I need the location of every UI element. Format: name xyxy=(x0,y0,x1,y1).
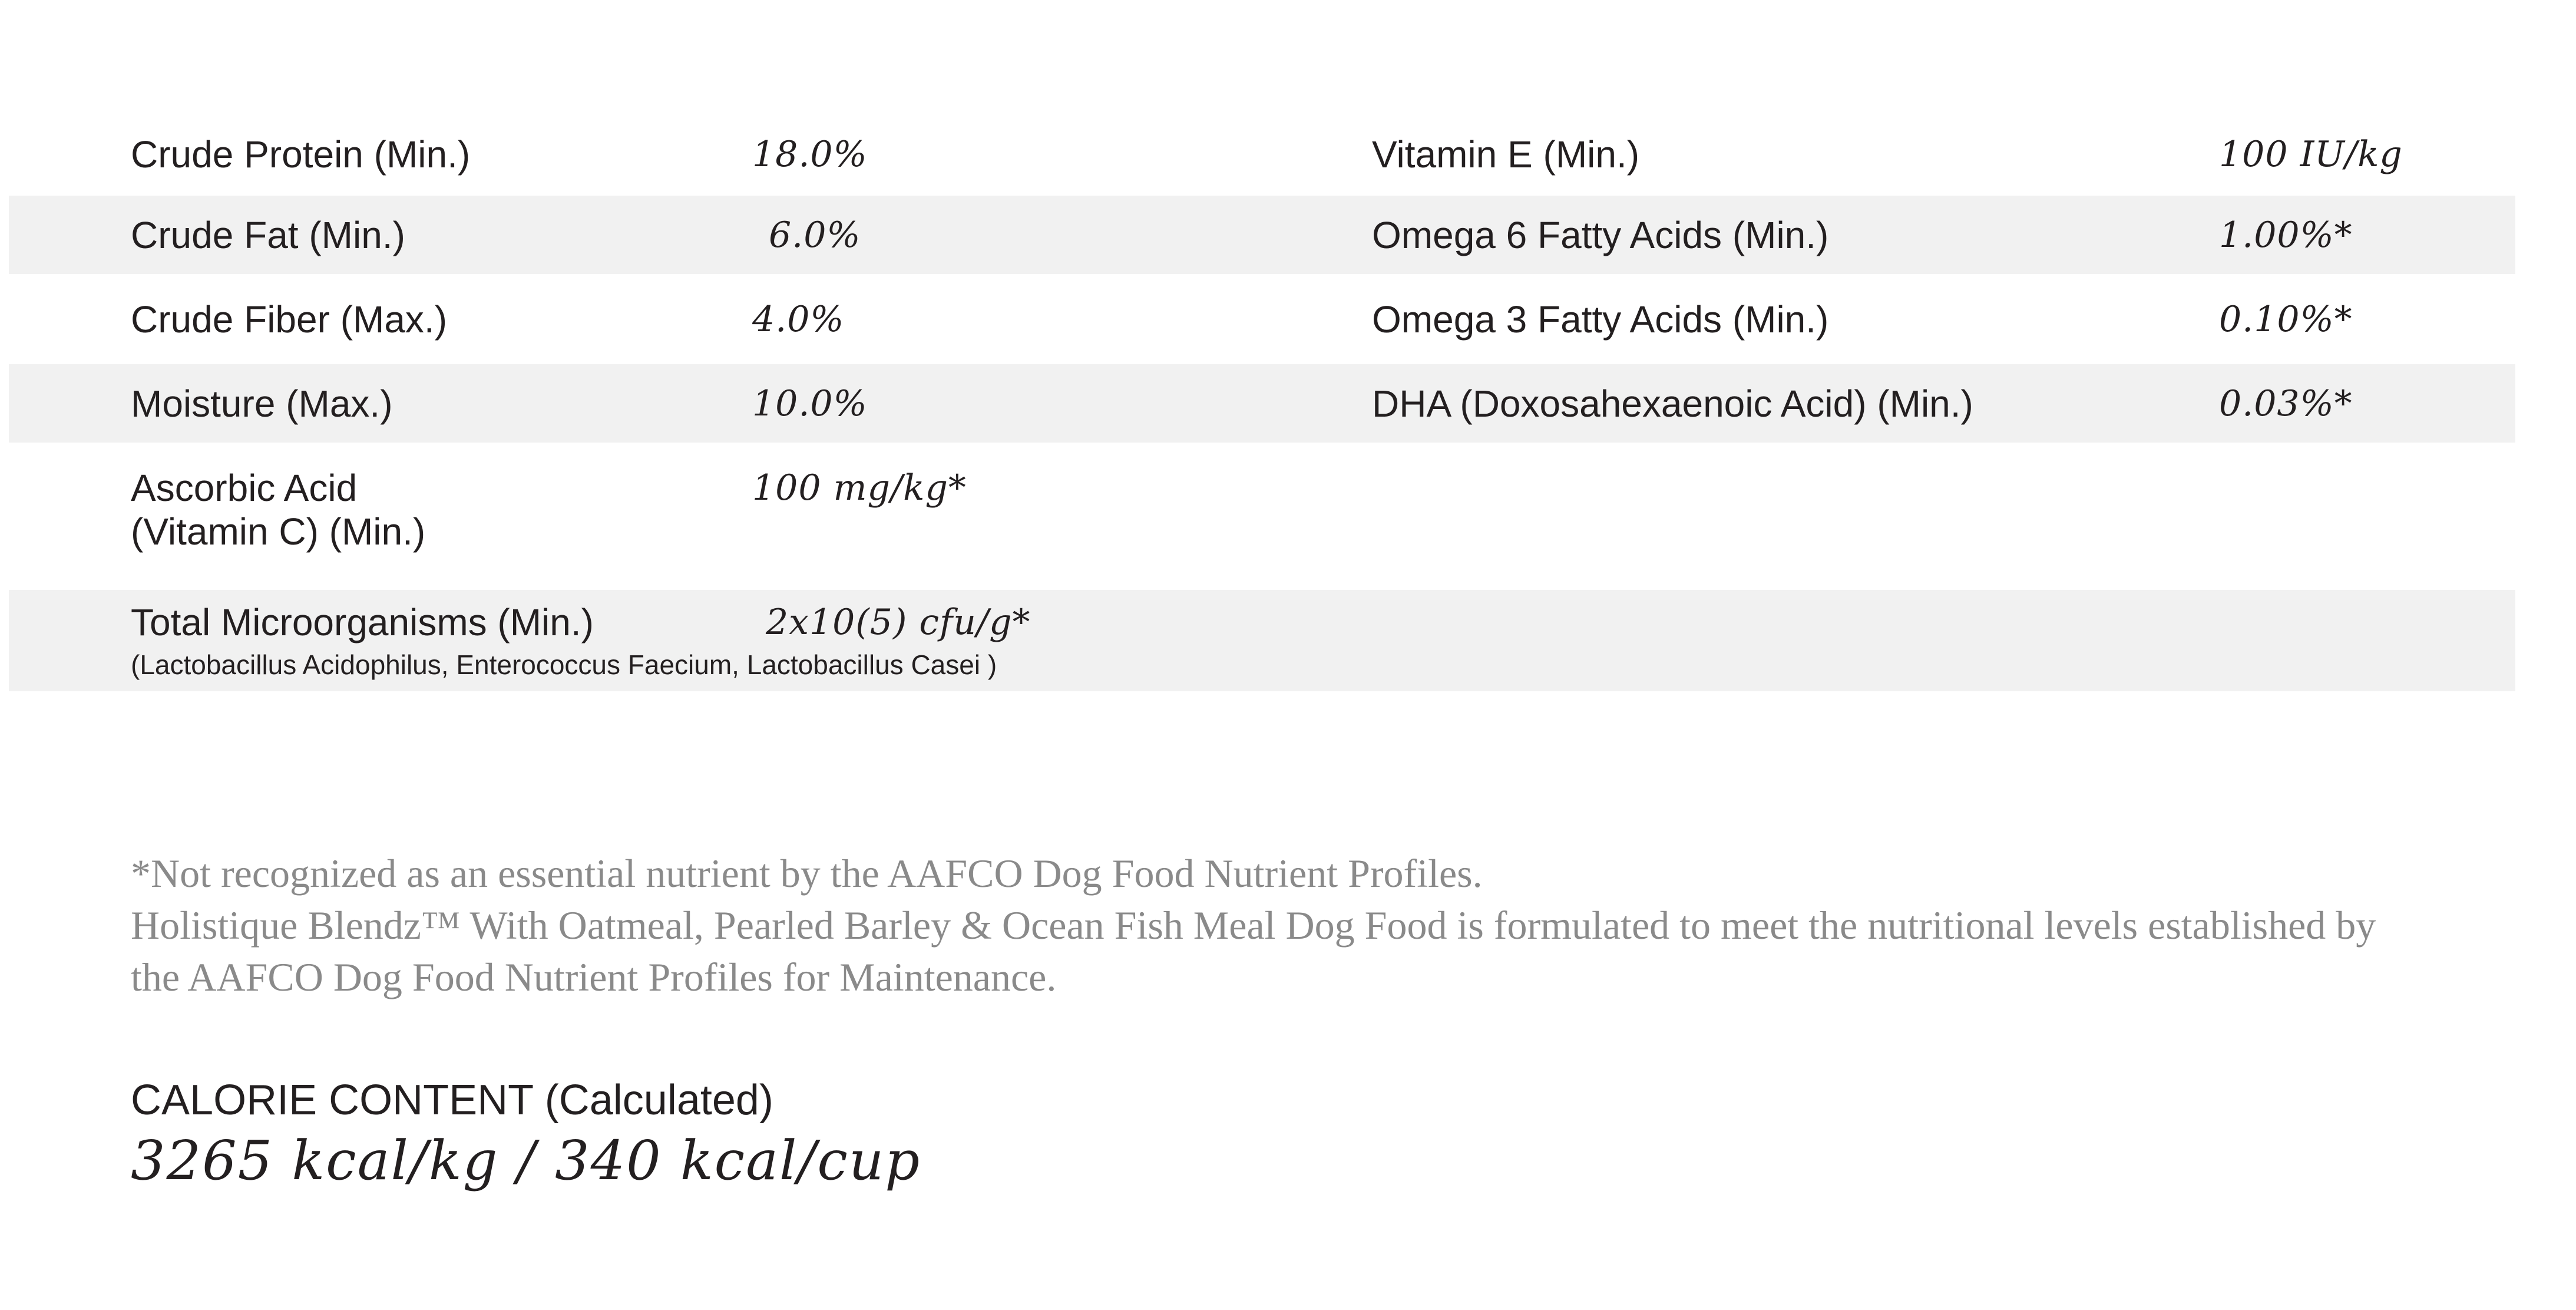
microorganism-strains: (Lactobacillus Acidophilus, Enterococcus Faecium, Lactobacillus Casei ) xyxy=(131,649,997,680)
table-row xyxy=(9,196,2515,274)
nutrient-value: 4.0% xyxy=(752,299,845,340)
footnote-formulation: Holistique Blendz™ With Oatmeal, Pearled Barley & Ocean Fish Meal Dog Food is formulated to meet the nutritional levels established by xyxy=(131,903,2376,948)
nutrient-label: Moisture (Max.) xyxy=(131,382,393,425)
nutrient-value: 2x10(5) cfu/g* xyxy=(766,602,1031,643)
nutrient-value: 1.00%* xyxy=(2219,215,2353,256)
nutrient-label: DHA (Doxosahexaenoic Acid) (Min.) xyxy=(1372,382,1973,425)
nutrient-label: Total Microorganisms (Min.) xyxy=(131,601,594,644)
nutrient-value: 0.03%* xyxy=(2219,383,2353,424)
nutrient-label: Crude Fat (Min.) xyxy=(131,214,405,256)
nutrient-value: 0.10%* xyxy=(2219,299,2353,340)
nutrient-label: Ascorbic Acid xyxy=(131,467,358,509)
table-row xyxy=(9,590,2515,691)
nutrient-label: Vitamin E (Min.) xyxy=(1372,133,1640,176)
table-row xyxy=(9,274,2515,364)
nutrient-value: 6.0% xyxy=(769,215,861,256)
nutrient-label: Crude Protein (Min.) xyxy=(131,133,471,176)
table-row xyxy=(9,109,2515,196)
footnotes xyxy=(131,847,2570,1003)
nutrient-value: 100 IU/kg xyxy=(2219,134,2403,175)
nutrient-label: Crude Fiber (Max.) xyxy=(131,298,447,341)
nutrient-value: 10.0% xyxy=(752,383,868,424)
calorie-content-title: CALORIE CONTENT (Calculated) xyxy=(131,1077,773,1124)
nutrient-label: Omega 6 Fatty Acids (Min.) xyxy=(1372,214,1829,256)
nutrient-label-continued: (Vitamin C) (Min.) xyxy=(131,510,426,553)
calorie-content-value: 3265 kcal/kg / 340 kcal/cup xyxy=(131,1129,921,1192)
table-row xyxy=(9,364,2515,443)
guaranteed-analysis-table xyxy=(9,109,2515,691)
table-row xyxy=(9,443,2515,590)
footnote-aafco-disclaimer: *Not recognized as an essential nutrient by the AAFCO Dog Food Nutrient Profiles. xyxy=(131,851,1483,896)
nutrient-value: 18.0% xyxy=(752,134,868,175)
nutrient-label: Omega 3 Fatty Acids (Min.) xyxy=(1372,298,1829,341)
footnote-formulation-continued: the AAFCO Dog Food Nutrient Profiles for Maintenance. xyxy=(131,955,1057,999)
nutrient-value: 100 mg/kg* xyxy=(752,467,967,509)
